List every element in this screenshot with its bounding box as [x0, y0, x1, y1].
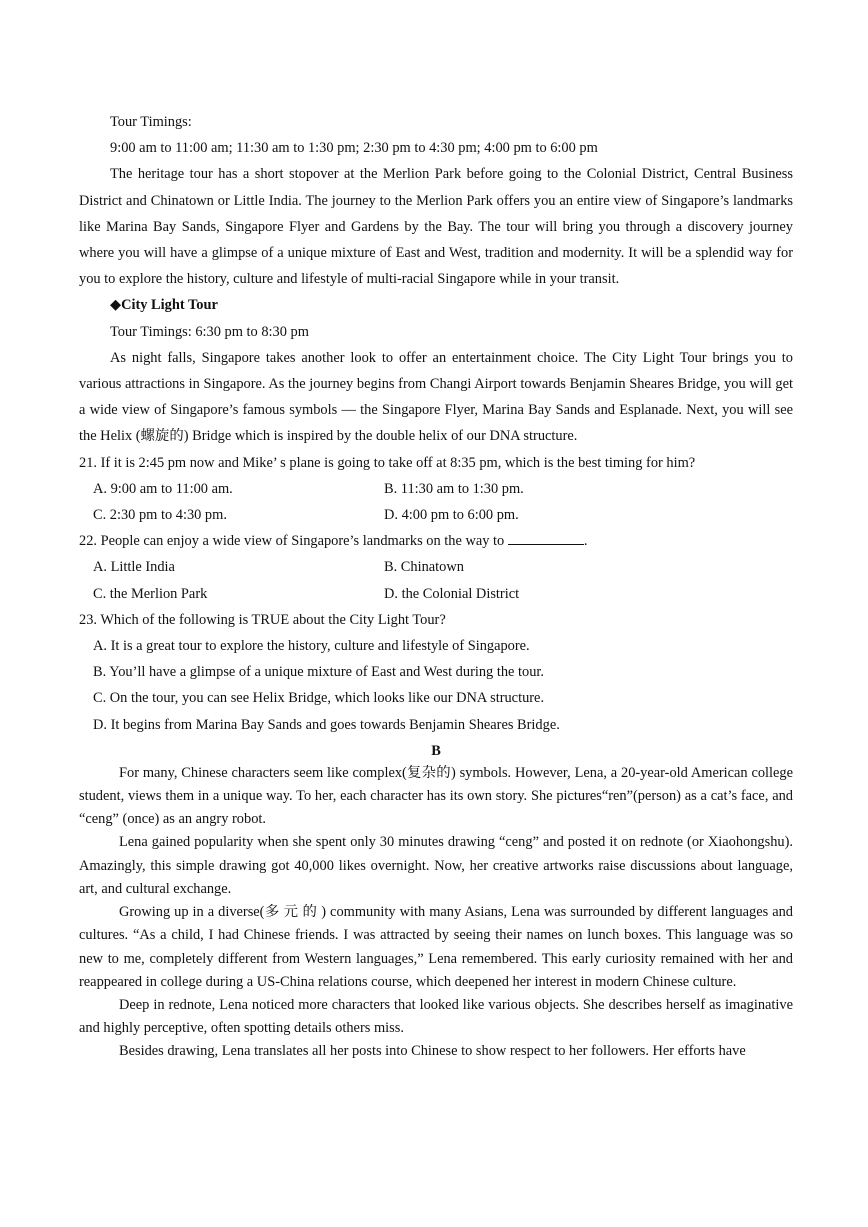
question-21-option-d[interactable]: D. 4:00 pm to 6:00 pm.	[384, 507, 519, 524]
question-23-option-d[interactable]: D. It begins from Marina Bay Sands and goes towards Benjamin Sheares Bridge.	[93, 716, 560, 733]
city-light-paragraph: As night falls, Singapore takes another look to offer an entertainment choice. The City Light Tour brings you to various attractions in Singapore. As the journey begins from Changi Airport towards Benjamin Sheares Bridge, you will get a wide view of Singapore’s famous symbols — the Singapore Flyer, Marina Bay Sands and Esplanade. Next, you will see the Helix (螺旋的) Bridge which is inspired by the double helix of our DNA structure.	[79, 349, 793, 445]
question-21-options-row-2	[79, 502, 793, 528]
document-page	[79, 109, 793, 1064]
tour-timings-label: Tour Timings:	[110, 114, 192, 130]
section-b-paragraph-5: Besides drawing, Lena translates all her posts into Chinese to show respect to her followers. Her efforts have	[119, 1043, 746, 1060]
question-22-option-c[interactable]: C. the Merlion Park	[93, 585, 208, 602]
question-22-options-row-1	[79, 554, 793, 580]
answer-blank[interactable]	[508, 532, 584, 545]
tour-timings-values: 9:00 am to 11:00 am; 11:30 am to 1:30 pm; 2:30 pm to 4:30 pm; 4:00 pm to 6:00 pm	[110, 140, 598, 157]
question-21-option-b[interactable]: B. 11:30 am to 1:30 pm.	[384, 480, 524, 497]
question-22-option-d[interactable]: D. the Colonial District	[384, 585, 520, 602]
question-22-option-b[interactable]: B. Chinatown	[384, 559, 464, 576]
heritage-paragraph: The heritage tour has a short stopover at the Merlion Park before going to the Colonial District, Central Business District and Chinatown or Little India. The journey to the Merlion Park offers you an entire view of Singapore’s landmarks like Marina Bay Sands, Singapore Flyer and Gardens by the Bay. The tour will bring you through a discovery journey where you will have a glimpse of a unique mixture of East and West, tradition and modernity. It will be a splendid way for you to explore the history, culture and lifestyle of multi-racial Singapore while in your transit.	[79, 166, 793, 288]
question-23-stem: 23. Which of the following is TRUE about the City Light Tour?	[79, 611, 446, 628]
question-21-options-row-1	[79, 476, 793, 502]
section-b-paragraph-1: For many, Chinese characters seem like complex(复杂的) symbols. However, Lena, a 20-year-old American college student, views them in a unique way. To her, each character has its own story. She pictures“ren”(person) as a cat’s face, and “ceng” (once) as an angry robot.	[79, 764, 793, 828]
question-22-options-row-2	[79, 581, 793, 607]
city-tour-timings: Tour Timings: 6:30 pm to 8:30 pm	[110, 323, 309, 340]
question-22-stem: 22. People can enjoy a wide view of Singapore’s landmarks on the way to .	[79, 533, 588, 550]
question-21-stem: 21. If it is 2:45 pm now and Mike’ s plane is going to take off at 8:35 pm, which is the best timing for him?	[79, 454, 696, 471]
question-21-option-c[interactable]: C. 2:30 pm to 4:30 pm.	[93, 507, 227, 524]
section-b-paragraph-2: Lena gained popularity when she spent only 30 minutes drawing “ceng” and posted it on rednote (or Xiaohongshu). Amazingly, this simple drawing got 40,000 likes overnight. Now, her creative artworks raise discussions about language, art, and cultural exchange.	[79, 834, 793, 897]
question-22-option-a[interactable]: A. Little India	[93, 559, 175, 576]
city-light-tour-heading: ◆City Light Tour	[110, 297, 218, 314]
section-b-paragraph-4: Deep in rednote, Lena noticed more characters that looked like various objects. She describes herself as imaginative and highly perceptive, often spotting details others miss.	[79, 996, 793, 1037]
question-21-option-a[interactable]: A. 9:00 am to 11:00 am.	[93, 480, 233, 497]
section-b-paragraph-3: Growing up in a diverse(多元的) community with many Asians, Lena was surrounded by different languages and cultures. “As a child, I had Chinese friends. I was attracted by seeing their names on lunch boxes. This language was so new to me, completely different from Western languages,” Lena remembered. This early curiosity remained with her and reappeared in college during a US-China relations course, which deepened her interest in modern Chinese culture.	[79, 904, 793, 990]
question-23-option-a[interactable]: A. It is a great tour to explore the history, culture and lifestyle of Singapore.	[93, 638, 530, 655]
question-23-option-c[interactable]: C. On the tour, you can see Helix Bridge, which looks like our DNA structure.	[93, 690, 545, 707]
section-b-heading: B	[431, 742, 441, 759]
question-23-option-b[interactable]: B. You’ll have a glimpse of a unique mixture of East and West during the tour.	[93, 664, 545, 681]
